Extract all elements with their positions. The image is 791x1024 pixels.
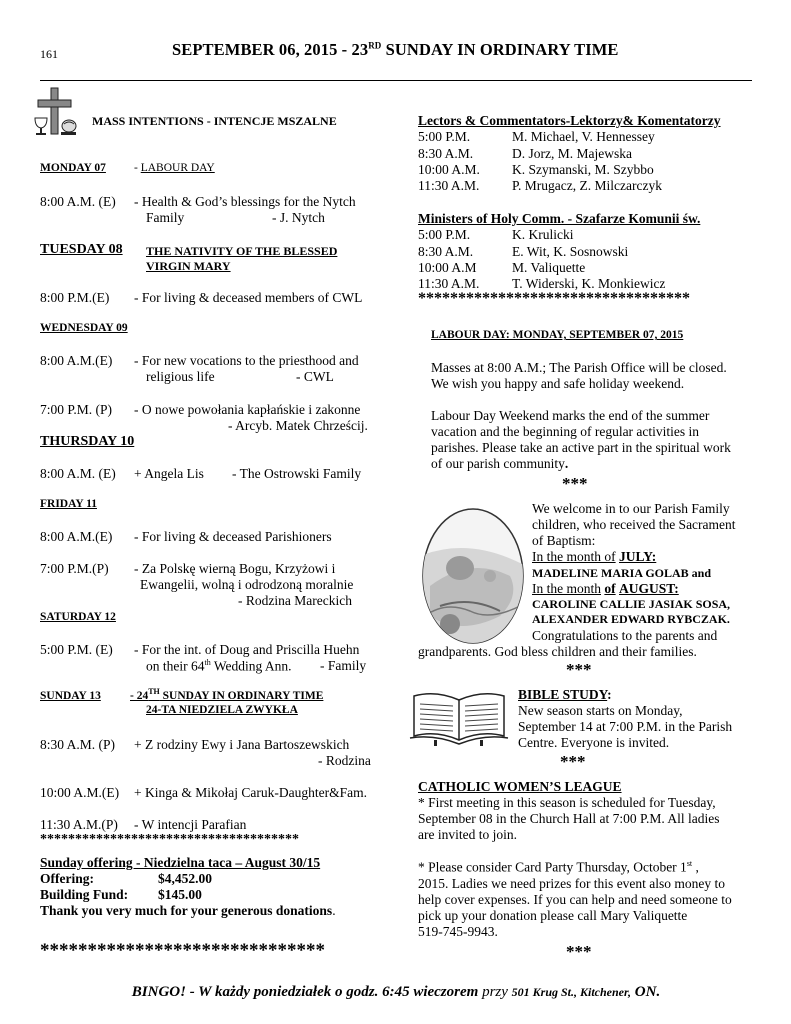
- baptism-welcome-2: children, who received the Sacrament: [532, 517, 736, 532]
- minister-time: 8:30 A.M.: [418, 244, 474, 259]
- tuesday-label: TUESDAY 08: [40, 242, 123, 257]
- labour-paragraph-2: vacation and the beginning of regular activities in: [431, 424, 700, 439]
- stars-divider: **********************************: [418, 290, 690, 307]
- friday-time-1: 8:00 A.M.(E): [40, 529, 113, 544]
- thursday-time: 8:00 A.M. (E): [40, 466, 116, 481]
- offering-heading: Sunday offering - Niedzielna taca – August 30/15: [40, 855, 321, 870]
- cross-chalice-icon: [32, 86, 78, 138]
- monday-intention: - Health & God’s blessings for the Nytch: [134, 194, 356, 209]
- baptism-july: In the month of JULY:: [532, 549, 657, 564]
- sunday-time-1: 8:30 A.M. (P): [40, 737, 116, 752]
- lector-names: K. Szymanski, M. Szybbo: [512, 162, 654, 177]
- thursday-requested: - The Ostrowski Family: [232, 466, 362, 481]
- baptism-congrats-1: Congratulations to the parents and: [532, 628, 718, 643]
- minister-time: 10:00 A.M: [418, 260, 477, 275]
- friday-intention-2: - Za Polskę wierną Bogu, Krzyżowi i: [134, 561, 336, 576]
- sunday-intention-2: + Kinga & Mikołaj Caruk-Daughter&Fam.: [134, 785, 367, 800]
- tuesday-feast-2: VIRGIN MARY: [146, 259, 231, 273]
- tuesday-time: 8:00 P.M.(E): [40, 290, 110, 305]
- wednesday-time-1: 8:00 A.M.(E): [40, 353, 113, 368]
- lector-names: D. Jorz, M. Majewska: [512, 146, 632, 161]
- sunday-feast: - 24TH SUNDAY IN ORDINARY TIME: [130, 687, 324, 702]
- baptism-august: In the month of AUGUST:: [532, 581, 679, 596]
- lectors-heading: Lectors & Commentators-Lektorzy& Komentatorzy: [418, 113, 721, 128]
- header-rule: [40, 80, 752, 81]
- friday-label: FRIDAY 11: [40, 498, 97, 510]
- cwl-paragraph-1c: are invited to join.: [418, 827, 517, 842]
- minister-names: E. Wit, K. Sosnowski: [512, 244, 629, 259]
- sunday-time-2: 10:00 A.M.(E): [40, 785, 120, 800]
- labour-masses-text: Masses at 8:00 A.M.; The Parish Office will be closed.: [431, 360, 727, 375]
- monday-label: MONDAY 07: [40, 162, 106, 174]
- cwl-paragraph-1b: September 08 in the Church Hall at 7:00 P.M. All ladies: [418, 811, 720, 826]
- sunday-label: SUNDAY 13: [40, 690, 101, 702]
- stars-divider: ***: [566, 660, 592, 679]
- wednesday-intention-2: - O nowe powołania kapłańskie i zakonne: [134, 402, 361, 417]
- open-bible-icon: [408, 688, 510, 746]
- sunday-time-3: 11:30 A.M.(P): [40, 817, 118, 832]
- baptism-july-name: MADELINE MARIA GOLAB and: [532, 566, 712, 580]
- wednesday-intention-1: - For new vocations to the priesthood and: [134, 353, 359, 368]
- labour-paragraph-3: parishes. Please take an active part in the spiritual work: [431, 440, 731, 455]
- bible-study-line-1: New season starts on Monday,: [518, 703, 683, 718]
- labour-wish-text: We wish you happy and safe holiday weekend.: [431, 376, 685, 391]
- sunday-feast-2: 24-TA NIEDZIELA ZWYKŁA: [146, 704, 298, 716]
- stars-divider: ***: [560, 752, 586, 771]
- baptism-august-name-1: CAROLINE CALLIE JASIAK SOSA,: [532, 597, 731, 611]
- minister-names: T. Widerski, K. Monkiewicz: [512, 276, 666, 291]
- ministers-heading: Ministers of Holy Comm. - Szafarze Komunii św.: [418, 211, 701, 226]
- lector-names: M. Michael, V. Hennessey: [512, 129, 655, 144]
- cwl-paragraph-1a: * First meeting in this season is scheduled for Tuesday,: [418, 795, 716, 810]
- saturday-intention: - For the int. of Doug and Priscilla Huehn: [134, 642, 360, 657]
- monday-intention-2: Family: [146, 210, 185, 225]
- lector-names: P. Mrugacz, Z. Milczarczyk: [512, 178, 662, 193]
- baptism-welcome-3: of Baptism:: [532, 533, 596, 548]
- stars-divider-large: ******************************: [40, 940, 325, 961]
- saturday-requested: - Family: [320, 658, 367, 673]
- minister-names: M. Valiquette: [512, 260, 586, 275]
- baptism-welcome-1: We welcome in to our Parish Family: [532, 501, 730, 516]
- thursday-intention: + Angela Lis: [134, 466, 204, 481]
- monday-name: - LABOUR DAY: [134, 162, 215, 174]
- minister-time: 11:30 A.M.: [418, 276, 480, 291]
- baptism-august-name-2: ALEXANDER EDWARD RYBCZAK.: [532, 612, 730, 626]
- tuesday-feast: THE NATIVITY OF THE BLESSED: [146, 244, 338, 258]
- cwl-paragraph-2a: * Please consider Card Party Thursday, October 1st ,: [418, 859, 699, 875]
- lector-time: 5:00 P.M.: [418, 129, 471, 144]
- offering-label: Offering:: [40, 871, 94, 886]
- cwl-paragraph-2c: help cover expenses. If you can help and need someone to: [418, 892, 732, 907]
- tuesday-intention: - For living & deceased members of CWL: [134, 290, 363, 305]
- minister-names: K. Krulicki: [512, 227, 574, 242]
- bible-study-heading: BIBLE STUDY:: [518, 687, 612, 702]
- page-title: SEPTEMBER 06, 2015 - 23RD SUNDAY IN ORDINARY TIME: [172, 40, 619, 59]
- cwl-paragraph-2b: 2015. Ladies we need prizes for this event also money to: [418, 876, 726, 891]
- building-fund-value: $145.00: [158, 887, 202, 902]
- lector-time: 8:30 A.M.: [418, 146, 474, 161]
- building-fund-label: Building Fund:: [40, 887, 129, 902]
- saturday-label: SATURDAY 12: [40, 611, 116, 623]
- stars-divider: ***: [562, 474, 588, 493]
- labour-day-heading: LABOUR DAY: MONDAY, SEPTEMBER 07, 2015: [431, 329, 684, 341]
- saturday-intention-2: on their 64th Wedding Ann.: [146, 658, 292, 674]
- friday-time-2: 7:00 P.M.(P): [40, 561, 109, 576]
- bible-study-line-2: September 14 at 7:00 P.M. in the Parish: [518, 719, 733, 734]
- wednesday-label: WEDNESDAY 09: [40, 322, 128, 334]
- wednesday-requested-2: - Arcyb. Matek Chrześcij.: [228, 418, 368, 433]
- cwl-heading: CATHOLIC WOMEN’S LEAGUE: [418, 779, 622, 794]
- stars-divider: ***: [566, 942, 592, 961]
- stars-divider: *************************************: [40, 832, 299, 847]
- wednesday-requested-1: - CWL: [296, 369, 334, 384]
- friday-intention-1: - For living & deceased Parishioners: [134, 529, 332, 544]
- baptism-congrats-2: grandparents. God bless children and their families.: [418, 644, 697, 659]
- minister-time: 5:00 P.M.: [418, 227, 471, 242]
- friday-intention-2b: Ewangelii, wolną i odrodzoną moralnie: [140, 577, 354, 592]
- wednesday-time-2: 7:00 P.M. (P): [40, 402, 113, 417]
- bible-study-line-3: Centre. Everyone is invited.: [518, 735, 670, 750]
- saturday-time: 5:00 P.M. (E): [40, 642, 113, 657]
- labour-paragraph-1: Labour Day Weekend marks the end of the summer: [431, 408, 710, 423]
- baby-photo: [420, 506, 526, 646]
- thanks-text: Thank you very much for your generous donations.: [40, 903, 336, 918]
- cwl-phone: 519-745-9943.: [418, 924, 498, 939]
- monday-time: 8:00 A.M. (E): [40, 194, 116, 209]
- lector-time: 11:30 A.M.: [418, 178, 480, 193]
- mass-intentions-heading: MASS INTENTIONS - INTENCJE MSZALNE: [92, 114, 337, 128]
- sunday-intention-3: - W intencji Parafian: [134, 817, 247, 832]
- page-number: 161: [40, 47, 58, 61]
- monday-requested-by: - J. Nytch: [272, 210, 325, 225]
- wednesday-intention-1b: religious life: [146, 369, 215, 384]
- offering-value: $4,452.00: [158, 871, 212, 886]
- lector-time: 10:00 A.M.: [418, 162, 480, 177]
- friday-requested-2: - Rodzina Mareckich: [238, 593, 352, 608]
- sunday-intention-1: + Z rodziny Ewy i Jana Bartoszewskich: [134, 737, 350, 752]
- bingo-footer: BINGO! - W każdy poniedziałek o godz. 6:45 wieczorem przy 501 Krug St., Kitchener, ON.: [131, 984, 661, 1000]
- cwl-paragraph-2d: pick up your donation please call Mary Valiquette: [418, 908, 688, 923]
- labour-paragraph-4: of our parish community.: [431, 456, 569, 471]
- sunday-requested-1: - Rodzina: [318, 753, 371, 768]
- thursday-label: THURSDAY 10: [40, 434, 135, 449]
